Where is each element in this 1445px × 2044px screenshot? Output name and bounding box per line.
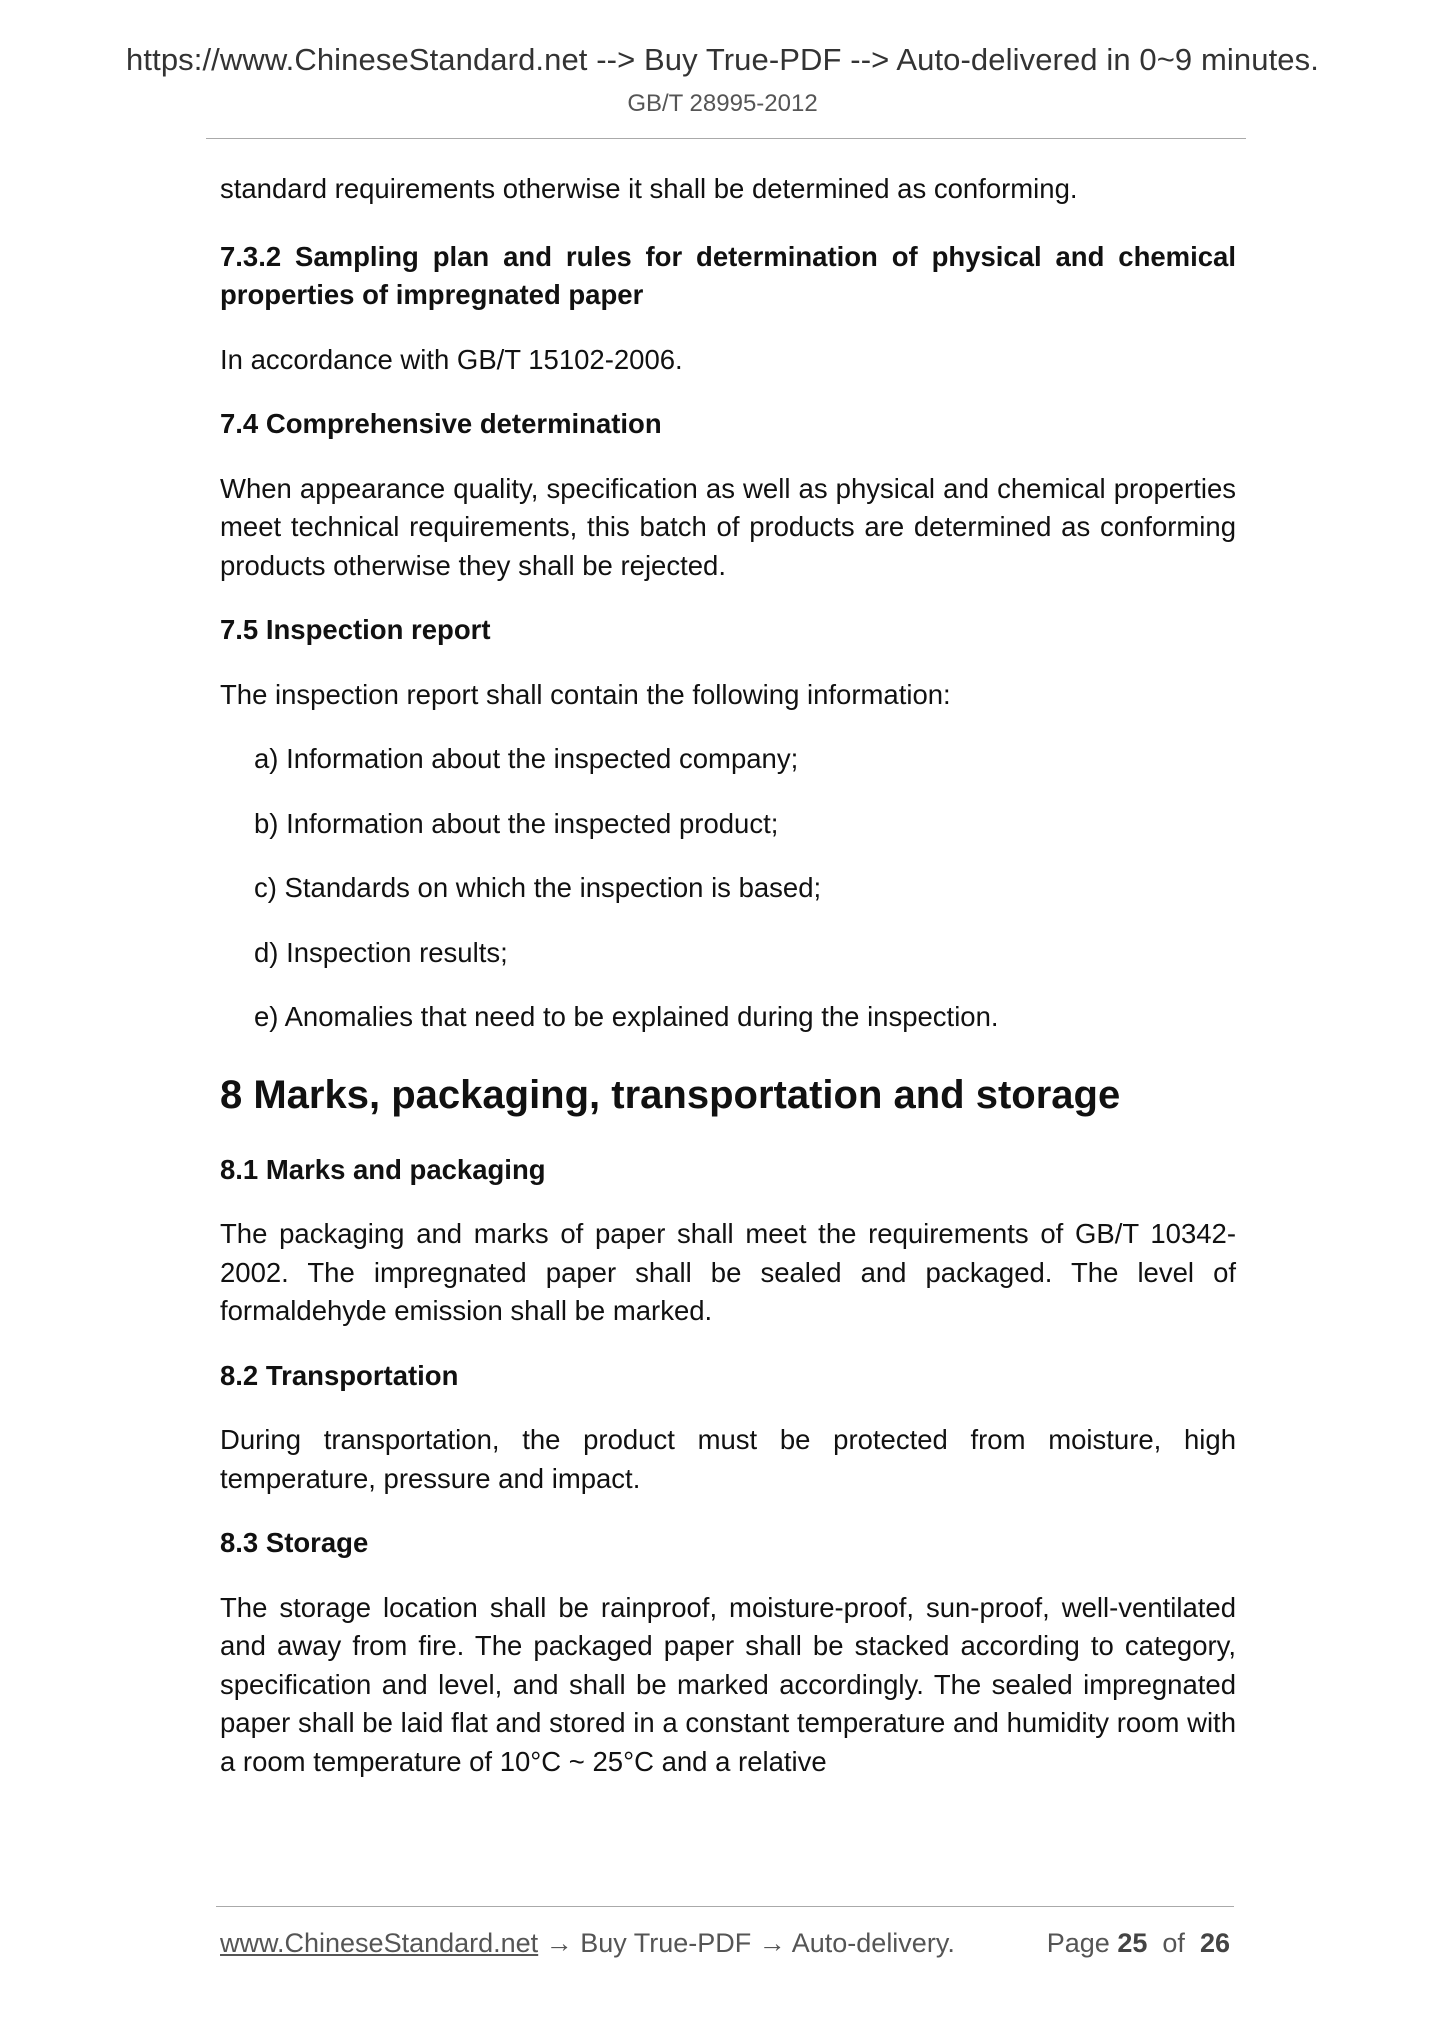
- standard-number: GB/T 28995-2012: [627, 90, 818, 117]
- section-7-4-text: When appearance quality, specification as well as physical and chemical properties meet technical requirements, this batch of products are determined as conforming products otherwise they shall be rejected.: [220, 472, 1236, 581]
- total-pages: 26: [1199, 1928, 1230, 1958]
- top-banner: https://www.ChineseStandard.net --> Buy True-PDF --> Auto-delivered in 0~9 minutes.: [126, 42, 1319, 77]
- section-7-3-2-text: In accordance with GB/T 15102-2006.: [220, 343, 683, 375]
- list-item: c) Standards on which the inspection is based;: [254, 872, 822, 903]
- continuation-paragraph: standard requirements otherwise it shall be determined as conforming.: [220, 173, 1078, 204]
- section-7-3-2-heading: 7.3.2 Sampling plan and rules for determination of physical and chemical properties of impregnated paper: [220, 240, 1236, 310]
- list-item: b) Information about the inspected product;: [254, 807, 779, 839]
- current-page: 25: [1117, 1928, 1148, 1958]
- footer-left: [220, 1928, 955, 1959]
- section-8-3-text: The storage location shall be rainproof, moisture-proof, sun-proof, well-ventilated and away from fire. The packaged paper shall be stacked according to category, specification and level, and shall be marked accordingly. The sealed impregnated paper shall be laid flat and stored in a constant temperature and humidity room with a room temperature of 10°C ~ 25°C and a relative: [220, 1591, 1236, 1777]
- section-8-3-heading: 8.3 Storage: [220, 1527, 369, 1558]
- header-divider: [206, 138, 1246, 139]
- section-8-heading: 8 Marks, packaging, transportation and storage: [220, 1072, 1121, 1117]
- list-item: e) Anomalies that need to be explained during the inspection.: [254, 1001, 999, 1032]
- page-content: [220, 170, 1236, 1781]
- footer-divider: [216, 1906, 1234, 1907]
- section-7-4-heading: 7.4 Comprehensive determination: [220, 408, 662, 439]
- section-8-2-heading: 8.2 Transportation: [220, 1359, 459, 1391]
- list-item: a) Information about the inspected company;: [254, 743, 799, 774]
- section-8-1-text: The packaging and marks of paper shall meet the requirements of GB/T 10342-2002. The impregnated paper shall be sealed and packaged. The level of formaldehyde emission shall be marked.: [220, 1218, 1236, 1326]
- page-label: Page: [1046, 1928, 1110, 1958]
- section-7-5-heading: 7.5 Inspection report: [220, 614, 491, 645]
- list-item: d) Inspection results;: [254, 936, 508, 968]
- section-8-1-heading: 8.1 Marks and packaging: [220, 1153, 546, 1185]
- section-8-2-text: During transportation, the product must be protected from moisture, high temperature, pressure and impact.: [220, 1424, 1236, 1494]
- section-7-5-intro: The inspection report shall contain the following information:: [220, 678, 951, 710]
- footer-tagline: → Buy True-PDF → Auto-delivery.: [538, 1928, 955, 1958]
- page-number: [1040, 1928, 1230, 1959]
- page-of-label: of: [1162, 1928, 1185, 1958]
- footer-site-link[interactable]: www.ChineseStandard.net: [220, 1928, 539, 1958]
